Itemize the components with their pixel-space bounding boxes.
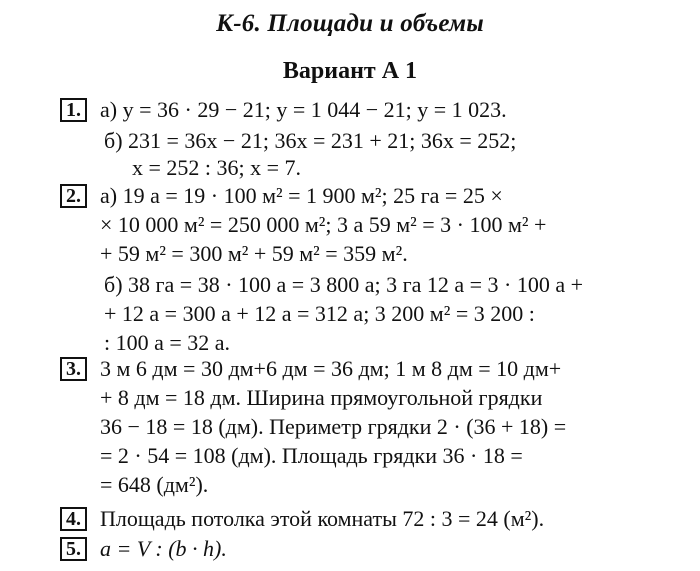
task-line: = 648 (дм²). xyxy=(100,472,209,497)
task-number-box: 1. xyxy=(60,98,87,122)
task-line: Площадь потолка этой комнаты 72 : 3 = 24 (м²). xyxy=(100,506,545,531)
task-line: а) y = 36 · 29 − 21; y = 1 044 − 21; y = 1 023. xyxy=(100,97,507,122)
document-title: К-6. Площади и объемы xyxy=(216,10,484,37)
task-number-box: 2. xyxy=(60,184,87,208)
task-number-box: 3. xyxy=(60,357,87,381)
task-line: : 100 а = 32 а. xyxy=(104,330,231,355)
task-line: + 59 м² = 300 м² + 59 м² = 359 м². xyxy=(100,241,408,266)
task-line: a = V : (b · h). xyxy=(100,536,227,561)
task-line: + 12 а = 300 а + 12 а = 312 а; 3 200 м² = 3 200 : xyxy=(104,301,535,326)
variant-heading: Вариант А 1 xyxy=(282,58,418,84)
task-number-box: 5. xyxy=(60,537,87,561)
task-line: × 10 000 м² = 250 000 м²; 3 а 59 м² = 3 · 100 м² + xyxy=(100,212,547,237)
task-line: 36 − 18 = 18 (дм). Периметр грядки 2 · (36 + 18) = xyxy=(100,414,567,439)
task-line: x = 252 : 36; x = 7. xyxy=(132,155,302,180)
task-line: б) 38 га = 38 · 100 а = 3 800 а; 3 га 12 а = 3 · 100 а + xyxy=(104,272,584,297)
task-line: = 2 · 54 = 108 (дм). Площадь грядки 36 · 18 = xyxy=(100,443,523,468)
task-line: а) 19 а = 19 · 100 м² = 1 900 м²; 25 га = 25 × xyxy=(100,183,503,208)
task-line: 3 м 6 дм = 30 дм+6 дм = 36 дм; 1 м 8 дм = 10 дм+ xyxy=(100,356,562,381)
task-line: + 8 дм = 18 дм. Ширина прямоугольной грядки xyxy=(100,385,543,410)
task-number-box: 4. xyxy=(60,507,87,531)
task-line: б) 231 = 36x − 21; 36x = 231 + 21; 36x = 252; xyxy=(104,128,517,153)
